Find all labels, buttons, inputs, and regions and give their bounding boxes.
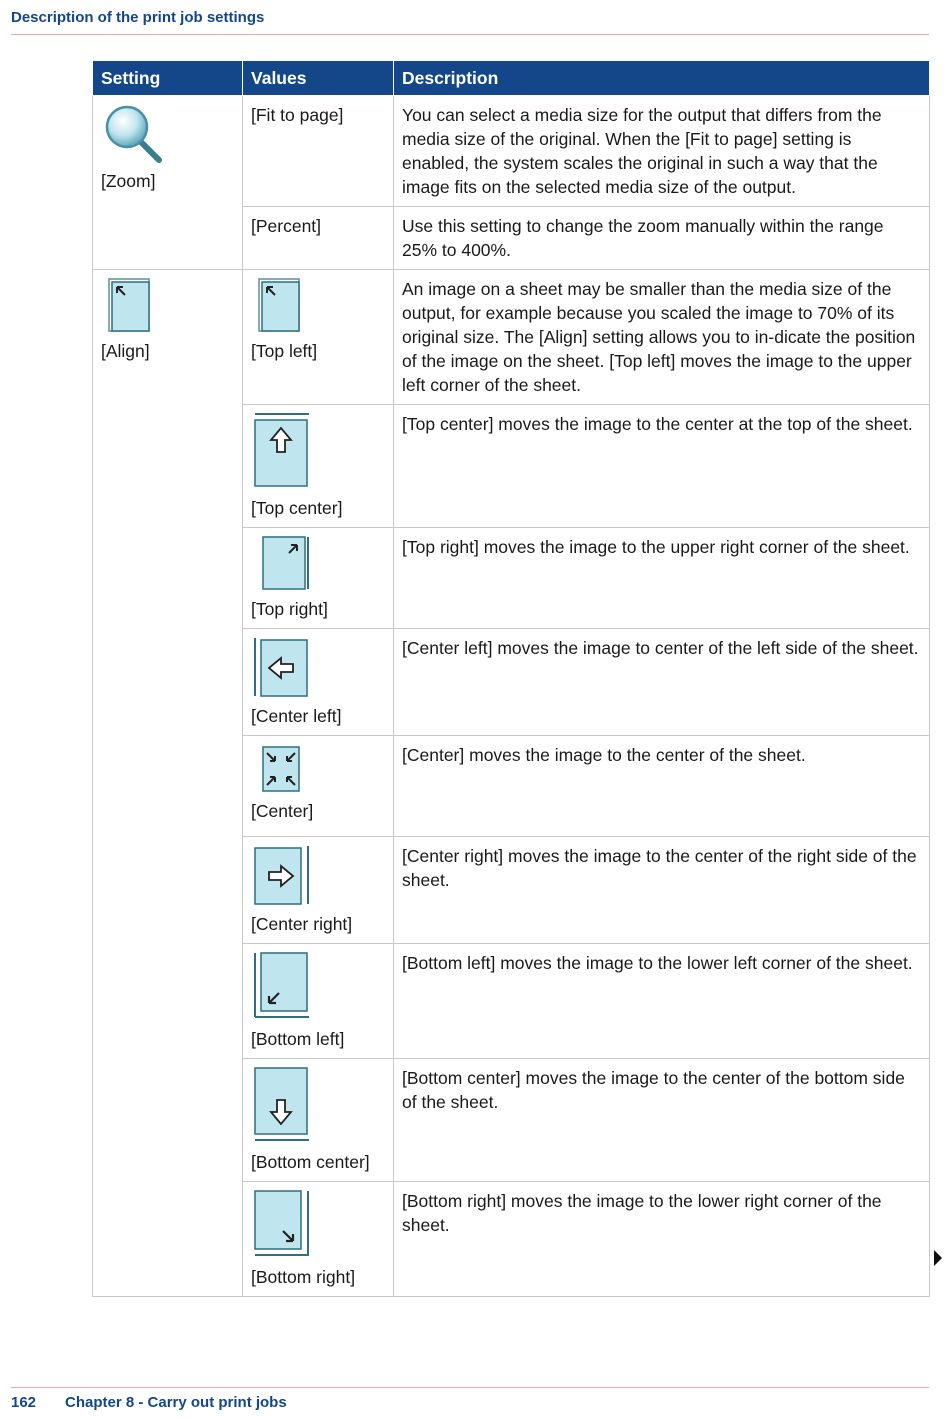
- description-center: [Center] moves the image to the center of the sheet.: [402, 745, 806, 765]
- description-bottom-center: [Bottom center] moves the image to the center of the bottom side of the sheet.: [402, 1068, 905, 1112]
- continued-arrow-icon: [934, 1250, 942, 1266]
- align-center-right-icon: [253, 844, 311, 906]
- description-percent: Use this setting to change the zoom manually within the range 25% to 400%.: [402, 216, 884, 260]
- value-cell: [243, 96, 394, 207]
- value-cell: [243, 270, 394, 405]
- description-fit-to-page: You can select a media size for the output that differs from the media size of the original. When the [Fit to page] setting is enabled, the system scales the original in such a way that the image fits on the selected media size of the output.: [402, 105, 882, 197]
- value-label-center: [Center]: [251, 801, 314, 821]
- description-cell: [394, 629, 930, 736]
- description-top-left: An image on a sheet may be smaller than the media size of the output, for example because you scaled the image to 70% of its original size. The [Align] setting allows you to in-dicate the position of the image on the sheet. [Top left] moves the image to the upper left corner of the sheet.: [402, 279, 916, 395]
- header-divider: [11, 34, 929, 35]
- footer-divider: [11, 1387, 929, 1388]
- description-cell: [394, 270, 930, 405]
- footer-chapter-title: Chapter 8 - Carry out print jobs: [65, 1394, 287, 1411]
- description-cell: [394, 736, 930, 837]
- footer-page-number: 162: [11, 1394, 37, 1411]
- column-header-description: Description: [394, 61, 930, 96]
- description-cell: [394, 1059, 930, 1182]
- description-cell: [394, 96, 930, 207]
- value-cell: [243, 944, 394, 1059]
- value-label-top-center: [Top center]: [251, 498, 343, 518]
- page-header-title: Description of the print job settings: [11, 9, 265, 26]
- value-label-top-left: [Top left]: [251, 341, 318, 361]
- table-row: [93, 270, 930, 405]
- value-label-fit-to-page: [Fit to page]: [251, 105, 344, 125]
- description-top-center: [Top center] moves the image to the center at the top of the sheet.: [402, 414, 913, 434]
- description-cell: [394, 528, 930, 629]
- value-cell: [243, 528, 394, 629]
- column-header-values: Values: [243, 61, 394, 96]
- value-label-center-right: [Center right]: [251, 914, 353, 934]
- description-top-right: [Top right] moves the image to the upper right corner of the sheet.: [402, 537, 910, 557]
- description-bottom-right: [Bottom right] moves the image to the lower right corner of the sheet.: [402, 1191, 882, 1235]
- align-bottom-center-icon: [253, 1066, 311, 1144]
- value-cell: [243, 1182, 394, 1297]
- value-cell: [243, 736, 394, 837]
- description-cell: [394, 1182, 930, 1297]
- align-top-left-icon: [253, 277, 301, 333]
- description-cell: [394, 207, 930, 270]
- value-cell: [243, 207, 394, 270]
- value-label-percent: [Percent]: [251, 216, 322, 236]
- settings-table: [92, 60, 930, 1297]
- description-bottom-left: [Bottom left] moves the image to the lower left corner of the sheet.: [402, 953, 913, 973]
- table-row: [93, 96, 930, 207]
- setting-label-zoom: [Zoom]: [101, 171, 156, 191]
- setting-cell-align: [93, 270, 243, 1297]
- value-label-center-left: [Center left]: [251, 706, 342, 726]
- description-center-right: [Center right] moves the image to the center of the right side of the sheet.: [402, 846, 917, 890]
- align-bottom-right-icon: [253, 1189, 311, 1259]
- value-cell: [243, 629, 394, 736]
- description-center-left: [Center left] moves the image to center of the left side of the sheet.: [402, 638, 919, 658]
- description-cell: [394, 944, 930, 1059]
- align-bottom-left-icon: [253, 951, 311, 1021]
- value-cell: [243, 837, 394, 944]
- description-cell: [394, 405, 930, 528]
- value-cell: [243, 405, 394, 528]
- value-label-top-right: [Top right]: [251, 599, 328, 619]
- description-cell: [394, 837, 930, 944]
- value-cell: [243, 1059, 394, 1182]
- value-label-bottom-right: [Bottom right]: [251, 1267, 356, 1287]
- setting-label-align: [Align]: [101, 341, 150, 361]
- value-label-bottom-center: [Bottom center]: [251, 1152, 370, 1172]
- table-header-row: [93, 61, 930, 96]
- align-top-left-icon: [103, 277, 151, 333]
- value-label-bottom-left: [Bottom left]: [251, 1029, 345, 1049]
- align-top-right-icon: [253, 535, 311, 591]
- setting-cell-zoom: [93, 96, 243, 270]
- column-header-setting: Setting: [93, 61, 243, 96]
- align-top-center-icon: [253, 412, 311, 490]
- align-center-left-icon: [253, 636, 311, 698]
- zoom-magnifier-icon: [103, 103, 165, 163]
- align-center-icon: [253, 743, 301, 793]
